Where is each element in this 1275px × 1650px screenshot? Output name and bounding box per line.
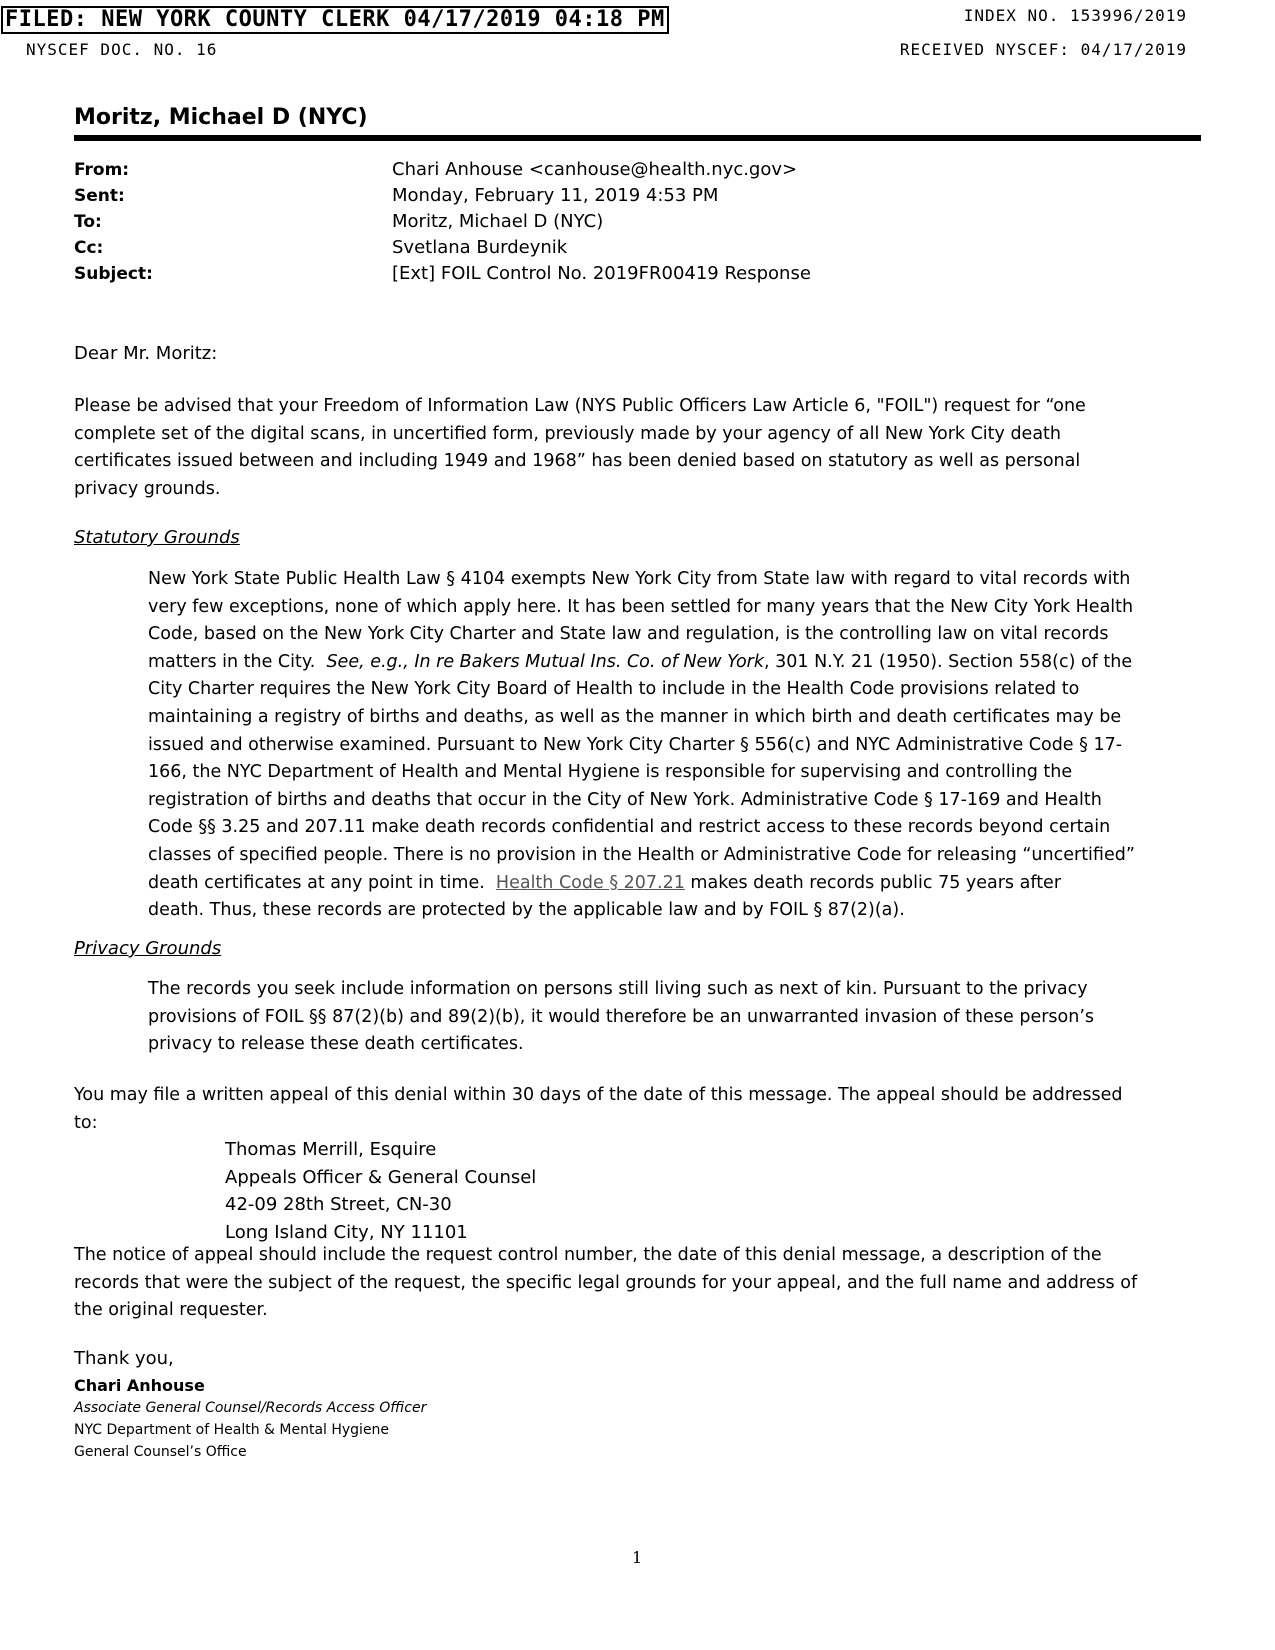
statutory-line: classes of specified people. There is no provision in the Health or Administrative Code for releasing “uncertified” [148,844,1135,865]
appeal-line: You may file a written appeal of this denial within 30 days of the date of this message. The appeal should be addressed [74,1085,1123,1105]
sent-value: Monday, February 11, 2019 4:53 PM [392,185,719,206]
appeal-intro [74,1082,1123,1137]
statutory-line [148,870,1135,898]
statutory-line: registration of births and deaths that occur in the City of New York. Administrative Code § 17-169 and Health [148,789,1102,810]
signature-name: Chari Anhouse [74,1376,205,1395]
page-number: 1 [632,1548,643,1567]
notice-paragraph [74,1242,1137,1325]
statutory-line: City Charter requires the New York City Board of Health to include in the Health Code provisions related to [148,679,1080,700]
notice-line: records that were the subject of the request, the specific legal grounds for your appeal, and the full name and address of [74,1272,1138,1293]
intro-line: complete set of the digital scans, in uncertified form, previously made by your agency of all New York City death [74,423,1061,444]
health-code-link[interactable]: Health Code § 207.21 [495,872,685,893]
closing: Thank you, [74,1348,174,1369]
from-label: From: [74,160,130,180]
statutory-line: 166, the NYC Department of Health and Mental Hygiene is responsible for supervising and controlling the [148,762,1073,783]
greeting: Dear Mr. Moritz: [74,343,218,364]
to-value: Moritz, Michael D (NYC) [392,211,604,232]
privacy-paragraph [148,976,1094,1059]
statutory-line: Code §§ 3.25 and 207.11 make death records confidential and restrict access to these records beyond certain [148,817,1111,838]
intro-line: privacy grounds. [74,478,221,499]
index-number: INDEX NO. 153996/2019 [963,6,1187,25]
sent-label: Sent: [74,186,125,206]
statutory-text: , 301 N.Y. 21 (1950). Section 558(c) of the [763,651,1133,672]
statutory-paragraph [148,566,1135,925]
statutory-line: issued and otherwise examined. Pursuant to New York City Charter § 556(c) and NYC Administrative Code § 17- [148,734,1123,755]
appeal-line: to: [74,1112,98,1133]
statutory-text: matters in the City. [148,651,327,672]
doc-number: NYSCEF DOC. NO. 16 [26,40,218,59]
to-label: To: [74,212,102,232]
statutory-heading: Statutory Grounds [74,527,240,548]
privacy-line: The records you seek include information on persons still living such as next of kin. Pursuant to the privacy [148,979,1088,999]
statutory-line: Code, based on the New York City Charter and State law and regulation, is the controlling law on vital records [148,624,1109,645]
statutory-line: maintaining a registry of births and deaths, as well as the manner in which birth and death certificates may be [148,706,1122,727]
privacy-line: privacy to release these death certificates. [148,1034,524,1055]
signature-office: General Counsel’s Office [74,1444,247,1460]
notice-line: the original requester. [74,1300,268,1321]
address-line: Thomas Merrill, Esquire [225,1139,437,1160]
intro-paragraph [74,393,1086,503]
address-line: Long Island City, NY 11101 [225,1221,468,1243]
privacy-heading: Privacy Grounds [74,938,222,959]
notice-line: The notice of appeal should include the request control number, the date of this denial message, a description of the [74,1245,1102,1265]
subject-value: [Ext] FOIL Control No. 2019FR00419 Response [392,263,811,284]
intro-line: Please be advised that your Freedom of Information Law (NYS Public Officers Law Article 6, "FOIL") request for “one [74,396,1086,416]
subject-label: Subject: [74,264,153,284]
case-citation: See, e.g., In re Bakers Mutual Ins. Co. of New York [326,651,764,672]
cc-label: Cc: [74,238,104,258]
address-line: Appeals Officer & General Counsel [225,1166,537,1188]
address-line: 42-09 28th Street, CN-30 [225,1194,452,1216]
received-date: RECEIVED NYSCEF: 04/17/2019 [899,40,1187,59]
intro-line: certificates issued between and including 1949 and 1968” has been denied based on statutory as well as personal [74,451,1081,472]
statutory-line: death. Thus, these records are protected by the applicable law and by FOIL § 87(2)(a). [148,900,905,921]
statutory-line: New York State Public Health Law § 4104 exempts New York City from State law with regard to vital records with [148,569,1131,589]
cc-value: Svetlana Burdeynik [392,237,568,258]
filed-stamp: FILED: NEW YORK COUNTY CLERK 04/17/2019 04:18 PM [1,6,669,34]
appeal-address [225,1136,536,1246]
statutory-text: death certificates at any point in time. [148,872,496,893]
sender-title: Moritz, Michael D (NYC) [74,105,368,130]
statutory-line [148,649,1135,677]
statutory-line: very few exceptions, none of which apply here. It has been settled for many years that the New City York Health [148,596,1134,617]
signature-department: NYC Department of Health & Mental Hygiene [74,1422,390,1438]
statutory-text: makes death records public 75 years after [684,872,1062,893]
signature-title: Associate General Counsel/Records Access Officer [74,1400,427,1416]
title-divider [74,135,1201,141]
from-value: Chari Anhouse <canhouse@health.nyc.gov> [392,159,798,180]
privacy-line: provisions of FOIL §§ 87(2)(b) and 89(2)(b), it would therefore be an unwarranted invasion of these person’s [148,1006,1095,1027]
